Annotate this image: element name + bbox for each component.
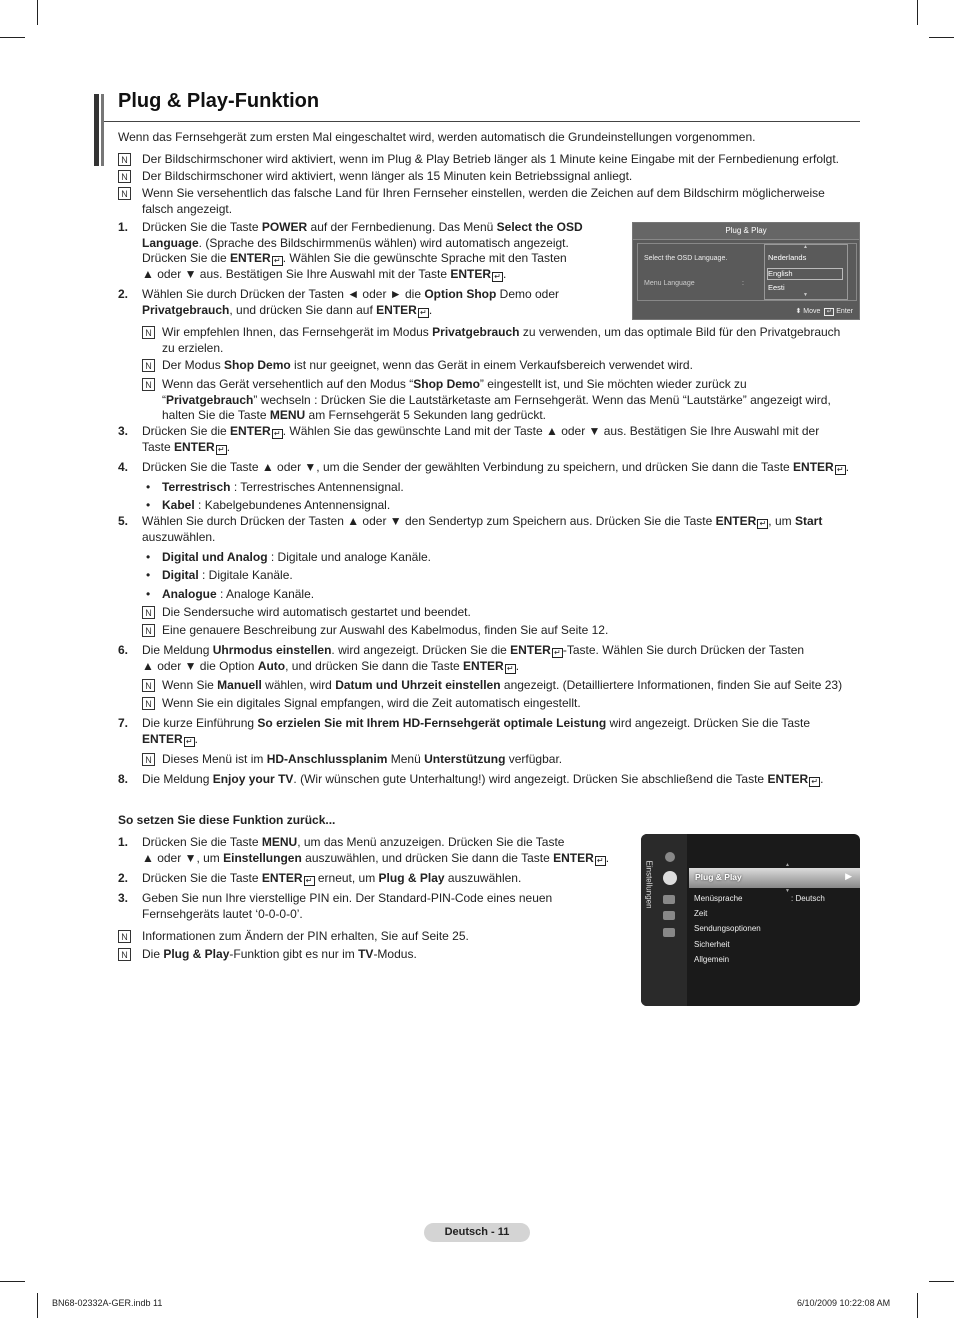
osd-language-list [764, 244, 848, 300]
note-text: Eine genauere Beschreibung zur Auswahl des Kabelmodus, finden Sie auf Seite 12. [162, 623, 609, 637]
enter-icon: ↵ [809, 777, 820, 787]
note-text: Der Bildschirmschoner wird aktiviert, wenn länger als 15 Minuten kein Betriebssignal anliegt. [142, 169, 633, 183]
crop-mark [917, 1293, 918, 1318]
crop-mark [37, 0, 38, 25]
note-icon [118, 153, 131, 166]
step-number: 7. [118, 716, 129, 730]
gear-icon [663, 871, 677, 885]
step-6-text: Die Meldung Uhrmodus einstellen. wird angezeigt. Drücken Sie die ENTER ↵ -Taste. Wählen Sie durch Drücken der Tasten ▲ oder ▼ die Option Auto, und drücken Sie dann die Taste ENTER ↵ . [142, 643, 805, 673]
svg-text:N: N [145, 328, 152, 338]
support-icon [663, 928, 675, 937]
osd-colon: : [742, 280, 744, 287]
enter-icon: ↵ [272, 429, 283, 439]
note-icon [142, 679, 155, 692]
bullet: • [146, 550, 151, 564]
note-icon [142, 359, 155, 372]
bullet: • [146, 498, 151, 512]
osd-header: Plug & Play [633, 223, 859, 240]
crop-mark [929, 1281, 954, 1282]
reset-step-3-text: Geben Sie nun Ihre vierstellige PIN ein. Der Standard-PIN-Code eines neuen Fernsehgeräts lautet ‘0-0-0-0’. [142, 891, 553, 921]
title-accent-bar [101, 94, 104, 166]
step-5-text: Wählen Sie durch Drücken der Tasten ▲ oder ▼ den Sendertyp zum Speichern aus. Drücken Sie die Taste ENTER ↵ , um Start auszuwählen. [142, 514, 823, 544]
down-arrow-icon: ▼ [803, 292, 808, 298]
reset-heading: So setzen Sie diese Funktion zurück... [118, 813, 336, 827]
note-icon [142, 753, 155, 766]
step-2-text: Wählen Sie durch Drücken der Tasten ◄ oder ► die Option Shop Demo oder Privatgebrauch, und drücken Sie dann auf ENTER ↵ . [142, 287, 560, 317]
note-text: Wenn das Gerät versehentlich auf den Modus “Shop Demo” eingestellt ist, und Sie möchten wieder zurück zu “Privatgebrauch” wechseln : Drücken Sie die Lautstärketaste am Fernsehgerät. Wenn das Menü “Lautstärke” angezeigt wird, halten Sie die Taste MENU am Fernsehgerät 5 Sekunden lang gedrückt. [162, 377, 831, 422]
step-number: 1. [118, 220, 129, 234]
osd-option: English [768, 269, 793, 278]
footer-file: BN68-02332A-GER.indb 11 [52, 1298, 163, 1308]
note-text: Die Sendersuche wird automatisch gestartet und beendet. [162, 605, 471, 619]
picture-icon [665, 852, 675, 862]
bullet-text: Kabel : Kabelgebundenes Antennensignal. [162, 498, 391, 512]
input-icon [663, 895, 675, 904]
osd-language-screenshot [632, 222, 860, 320]
step-7-text: Die kurze Einführung So erzielen Sie mit Ihrem HD-Fernsehgerät optimale Leistung wird angezeigt. Drücken Sie die Taste ENTER ↵ . [142, 716, 811, 746]
arrow-right-icon: ▶ [845, 871, 852, 881]
down-arrow-icon: ▼ [785, 888, 790, 894]
osd-label: Select the OSD Language. [644, 255, 728, 262]
step-number: 5. [118, 514, 129, 528]
step-4-text: Drücken Sie die Taste ▲ oder ▼, um die Sender der gewählten Verbindung zu speichern, und drücken Sie dann die Taste ENTER ↵ . [142, 460, 850, 474]
svg-text:N: N [121, 189, 128, 199]
step-number: 2. [118, 287, 129, 301]
note-text: Informationen zum Ändern der PIN erhalten, Sie auf Seite 25. [142, 929, 469, 943]
note-icon [142, 378, 155, 391]
bullet: • [146, 568, 151, 582]
svg-text:N: N [145, 755, 152, 765]
menu-item-value: : Deutsch [791, 894, 825, 903]
svg-text:N: N [121, 155, 128, 165]
step-number: 4. [118, 460, 129, 474]
bullet-text: Digital und Analog : Digitale und analoge Kanäle. [162, 550, 431, 564]
step-number: 3. [118, 891, 129, 905]
enter-icon: ↵ [824, 308, 834, 316]
note-icon [142, 624, 155, 637]
enter-icon: ↵ [216, 445, 227, 455]
note-text: falsch angezeigt. [142, 202, 233, 216]
menu-item: Sicherheit [694, 940, 730, 949]
note-icon [142, 697, 155, 710]
menu-highlight-label: Plug & Play [695, 872, 742, 882]
step-number: 3. [118, 424, 129, 438]
bullet-text: Digital : Digitale Kanäle. [162, 568, 293, 582]
settings-menu-screenshot [641, 834, 860, 1006]
note-text: Wenn Sie versehentlich das falsche Land für Ihren Fernseher einstellen, werden die Zeichen auf dem Bildschirm möglicherweise [142, 186, 825, 200]
step-3-text: Drücken Sie die ENTER ↵ . Wählen Sie das gewünschte Land mit der Taste ▲ oder ▼ aus. Bestätigen Sie Ihre Auswahl mit der Taste ENTER ↵ . [142, 424, 820, 454]
note-icon [142, 326, 155, 339]
note-icon [118, 170, 131, 183]
crop-mark [929, 37, 954, 38]
title-accent-bar [94, 94, 99, 166]
page-title: Plug & Play-Funktion [118, 90, 320, 112]
title-rule [104, 121, 860, 122]
note-icon [118, 948, 131, 961]
intro-text: Wenn das Fernsehgerät zum ersten Mal eingeschaltet wird, werden automatisch die Grundeinstellungen vorgenommen. [118, 130, 756, 144]
enter-icon: ↵ [757, 519, 768, 529]
crop-mark [37, 1293, 38, 1318]
osd-menu-language: Menu Language [644, 280, 695, 287]
enter-icon: ↵ [418, 308, 429, 318]
note-text: Wenn Sie ein digitales Signal empfangen, wird die Zeit automatisch eingestellt. [162, 696, 581, 710]
menu-item: Zeit [694, 909, 708, 918]
step-number: 8. [118, 772, 129, 786]
up-arrow-icon: ▲ [785, 862, 790, 868]
enter-icon: ↵ [304, 876, 315, 886]
svg-text:N: N [145, 699, 152, 709]
step-1-text: Drücken Sie die Taste POWER auf der Fernbedienung. Das Menü Select the OSD Language. (Sprache des Bildschirmmenüs wählen) wird automatisch angezeigt. Drücken Sie die ENTER ↵ . Wählen Sie die gewünschte Sprache mit den Tasten ▲ oder ▼ aus. Bestätigen Sie Ihre Auswahl mit der Taste ENTER ↵ . [142, 220, 583, 281]
note-text: Der Bildschirmschoner wird aktiviert, wenn im Plug & Play Betrieb länger als 1 Minute keine Eingabe mit der Fernbedienung erfolgt. [142, 152, 840, 166]
reset-step-1-text: Drücken Sie die Taste MENU, um das Menü anzuzeigen. Drücken Sie die Taste ▲ oder ▼, um Einstellungen auszuwählen, und drücken Sie dann die Taste ENTER ↵ . [142, 835, 610, 865]
crop-mark [917, 0, 918, 25]
svg-text:N: N [145, 626, 152, 636]
osd-option: Eesti [768, 283, 785, 292]
enter-icon: ↵ [184, 737, 195, 747]
enter-icon: ↵ [552, 648, 563, 658]
step-8-text: Die Meldung Enjoy your TV. (Wir wünschen gute Unterhaltung!) wird angezeigt. Drücken Sie abschließend die Taste ENTER ↵ . [142, 772, 824, 786]
osd-footer: ⬍ Move ↵ Enter [795, 308, 853, 315]
note-text: Dieses Menü ist im HD-Anschlussplanim Menü Unterstützung verfügbar. [162, 752, 563, 766]
enter-icon: ↵ [835, 465, 846, 475]
enter-icon: ↵ [595, 856, 606, 866]
osd-option: Nederlands [768, 253, 807, 262]
menu-item: Allgemein [694, 955, 730, 964]
bullet-text: Terrestrisch : Terrestrisches Antennensignal. [162, 480, 404, 494]
note-icon [118, 187, 131, 200]
menu-highlight [689, 868, 860, 888]
note-icon [118, 930, 131, 943]
page-number-badge: Deutsch - 11 [424, 1223, 530, 1242]
reset-step-2-text: Drücken Sie die Taste ENTER ↵ erneut, um Plug & Play auszuwählen. [142, 871, 522, 885]
step-number: 1. [118, 835, 129, 849]
up-arrow-icon: ▲ [803, 244, 808, 250]
footer-date: 6/10/2009 10:22:08 AM [797, 1298, 891, 1308]
bullet: • [146, 587, 151, 601]
note-icon [142, 606, 155, 619]
note-text: Wir empfehlen Ihnen, das Fernsehgerät im Modus Privatgebrauch zu verwenden, um das optimale Bild für den Privatgebrauch zu erzielen. [162, 325, 841, 355]
menu-side-label: Einstellungen [644, 860, 654, 909]
note-text: Der Modus Shop Demo ist nur geeignet, wenn das Gerät in einem Verkaufsbereich verwendet wird. [162, 358, 693, 372]
step-number: 6. [118, 643, 129, 657]
crop-mark [0, 37, 25, 38]
svg-text:N: N [145, 681, 152, 691]
enter-icon: ↵ [272, 256, 283, 266]
enter-icon: ↵ [505, 664, 516, 674]
bullet: • [146, 480, 151, 494]
svg-text:N: N [145, 380, 152, 390]
note-text: Die Plug & Play-Funktion gibt es nur im TV-Modus. [142, 947, 417, 961]
svg-text:N: N [121, 950, 128, 960]
note-text: Wenn Sie Manuell wählen, wird Datum und Uhrzeit einstellen angezeigt. (Detailliertere Informationen, finden Sie auf Seite 23) [162, 678, 843, 692]
updown-icon: ⬍ [795, 308, 802, 315]
svg-text:N: N [121, 172, 128, 182]
svg-text:N: N [145, 361, 152, 371]
svg-text:N: N [121, 932, 128, 942]
bullet-text: Analogue : Analoge Kanäle. [162, 587, 315, 601]
menu-item: Menüsprache [694, 894, 743, 903]
crop-mark [0, 1281, 25, 1282]
channel-icon [663, 911, 675, 920]
step-number: 2. [118, 871, 129, 885]
menu-item: Sendungsoptionen [694, 924, 761, 933]
svg-text:N: N [145, 608, 152, 618]
enter-icon: ↵ [492, 272, 503, 282]
